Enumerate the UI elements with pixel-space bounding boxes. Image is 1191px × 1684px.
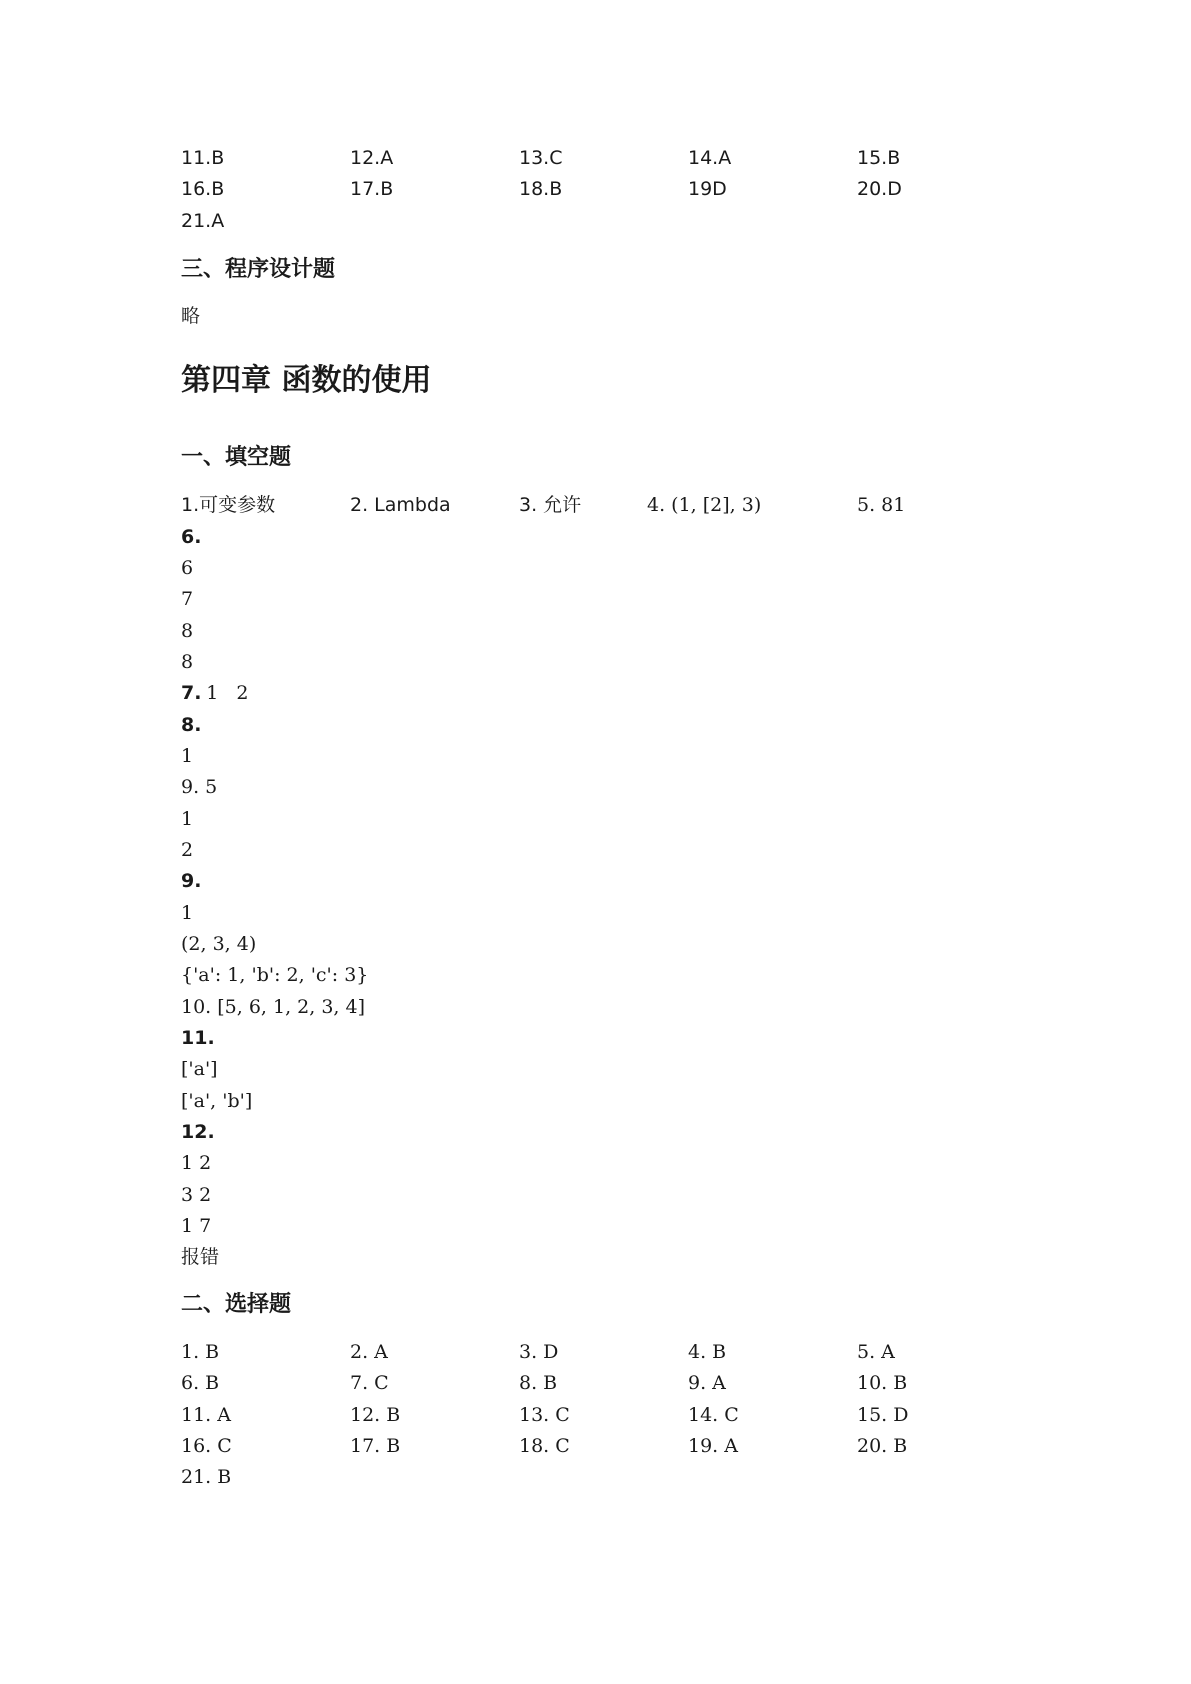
answer-item: 13.C (519, 147, 563, 169)
output-line: 1 (181, 745, 194, 767)
answer-item: 15.B (857, 147, 901, 169)
answer-item: 17. B (350, 1435, 401, 1457)
answer-item: 2. Lambda (350, 494, 451, 516)
answer-item: 14.A (688, 147, 732, 169)
programming-answer: 略 (181, 305, 201, 327)
output-line: 3 2 (181, 1184, 212, 1206)
prev-choice-row (181, 174, 1031, 204)
output-line: ['a'] (181, 1058, 218, 1080)
output-line: 6 (181, 557, 194, 579)
answer-item: 5. A (857, 1341, 895, 1363)
question-number: 6. (181, 526, 202, 548)
section-heading-programming: 三、程序设计题 (181, 257, 336, 282)
answer-item: 19D (688, 178, 727, 200)
answer-item: 5. 81 (857, 494, 906, 516)
choice-row (181, 1368, 1031, 1398)
output-line: 1 2 (206, 682, 249, 704)
fill-blank-first-row (181, 490, 1031, 520)
answer-item: 1.可变参数 (181, 494, 276, 516)
output-line: 1 7 (181, 1215, 212, 1237)
output-line: 报错 (181, 1246, 220, 1268)
output-line: (2, 3, 4) (181, 933, 257, 955)
answer-item: 20. B (857, 1435, 908, 1457)
question-number: 7. (181, 682, 202, 704)
answer-item: 8. B (519, 1372, 558, 1394)
output-line: 1 2 (181, 1152, 212, 1174)
answer-item: 6. B (181, 1372, 220, 1394)
answer-item: 15. D (857, 1404, 909, 1426)
output-line: {'a': 1, 'b': 2, 'c': 3} (181, 964, 369, 986)
answer-item: 21.A (181, 210, 225, 232)
answer-item: 16.B (181, 178, 225, 200)
answer-item: 1. B (181, 1341, 220, 1363)
output-line: 7 (181, 588, 194, 610)
answer-item: 2. A (350, 1341, 388, 1363)
question-number: 8. (181, 714, 202, 736)
answer-item: 9. A (688, 1372, 726, 1394)
output-line: 9. 5 (181, 776, 218, 798)
answer-item: 12. B (350, 1404, 401, 1426)
question-7 (181, 678, 249, 709)
choice-row (181, 1337, 1031, 1367)
answer-item: 7. C (350, 1372, 389, 1394)
output-line: 8 (181, 651, 194, 673)
output-line: 8 (181, 620, 194, 642)
question-number: 12. (181, 1121, 215, 1143)
choice-row (181, 1431, 1031, 1461)
output-line: 10. [5, 6, 1, 2, 3, 4] (181, 996, 366, 1018)
answer-item: 17.B (350, 178, 394, 200)
choice-row (181, 1400, 1031, 1430)
output-line: 1 (181, 808, 194, 830)
answer-item: 3. 允许 (519, 494, 582, 516)
answer-item: 11. A (181, 1404, 231, 1426)
answer-item: 11.B (181, 147, 225, 169)
answer-item: 16. C (181, 1435, 232, 1457)
answer-item: 18.B (519, 178, 563, 200)
output-line: 1 (181, 902, 194, 924)
output-line: 2 (181, 839, 194, 861)
prev-choice-row (181, 206, 1031, 236)
answer-item: 13. C (519, 1404, 570, 1426)
answer-item: 4. B (688, 1341, 727, 1363)
section-heading-fill-blank: 一、填空题 (181, 445, 292, 470)
question-number: 9. (181, 870, 202, 892)
answer-item: 21. B (181, 1466, 232, 1488)
answer-item: 12.A (350, 147, 394, 169)
section-heading-choice: 二、选择题 (181, 1292, 292, 1317)
answer-item: 19. A (688, 1435, 738, 1457)
answer-item: 20.D (857, 178, 902, 200)
answer-item: 14. C (688, 1404, 739, 1426)
answer-item: 3. D (519, 1341, 559, 1363)
prev-choice-row (181, 143, 1031, 173)
answer-item: 4. (1, [2], 3) (647, 494, 762, 516)
answer-item: 18. C (519, 1435, 570, 1457)
question-number: 11. (181, 1027, 215, 1049)
output-line: ['a', 'b'] (181, 1090, 253, 1112)
choice-row (181, 1462, 1031, 1492)
chapter-title: 第四章 函数的使用 (181, 363, 432, 398)
answer-item: 10. B (857, 1372, 908, 1394)
